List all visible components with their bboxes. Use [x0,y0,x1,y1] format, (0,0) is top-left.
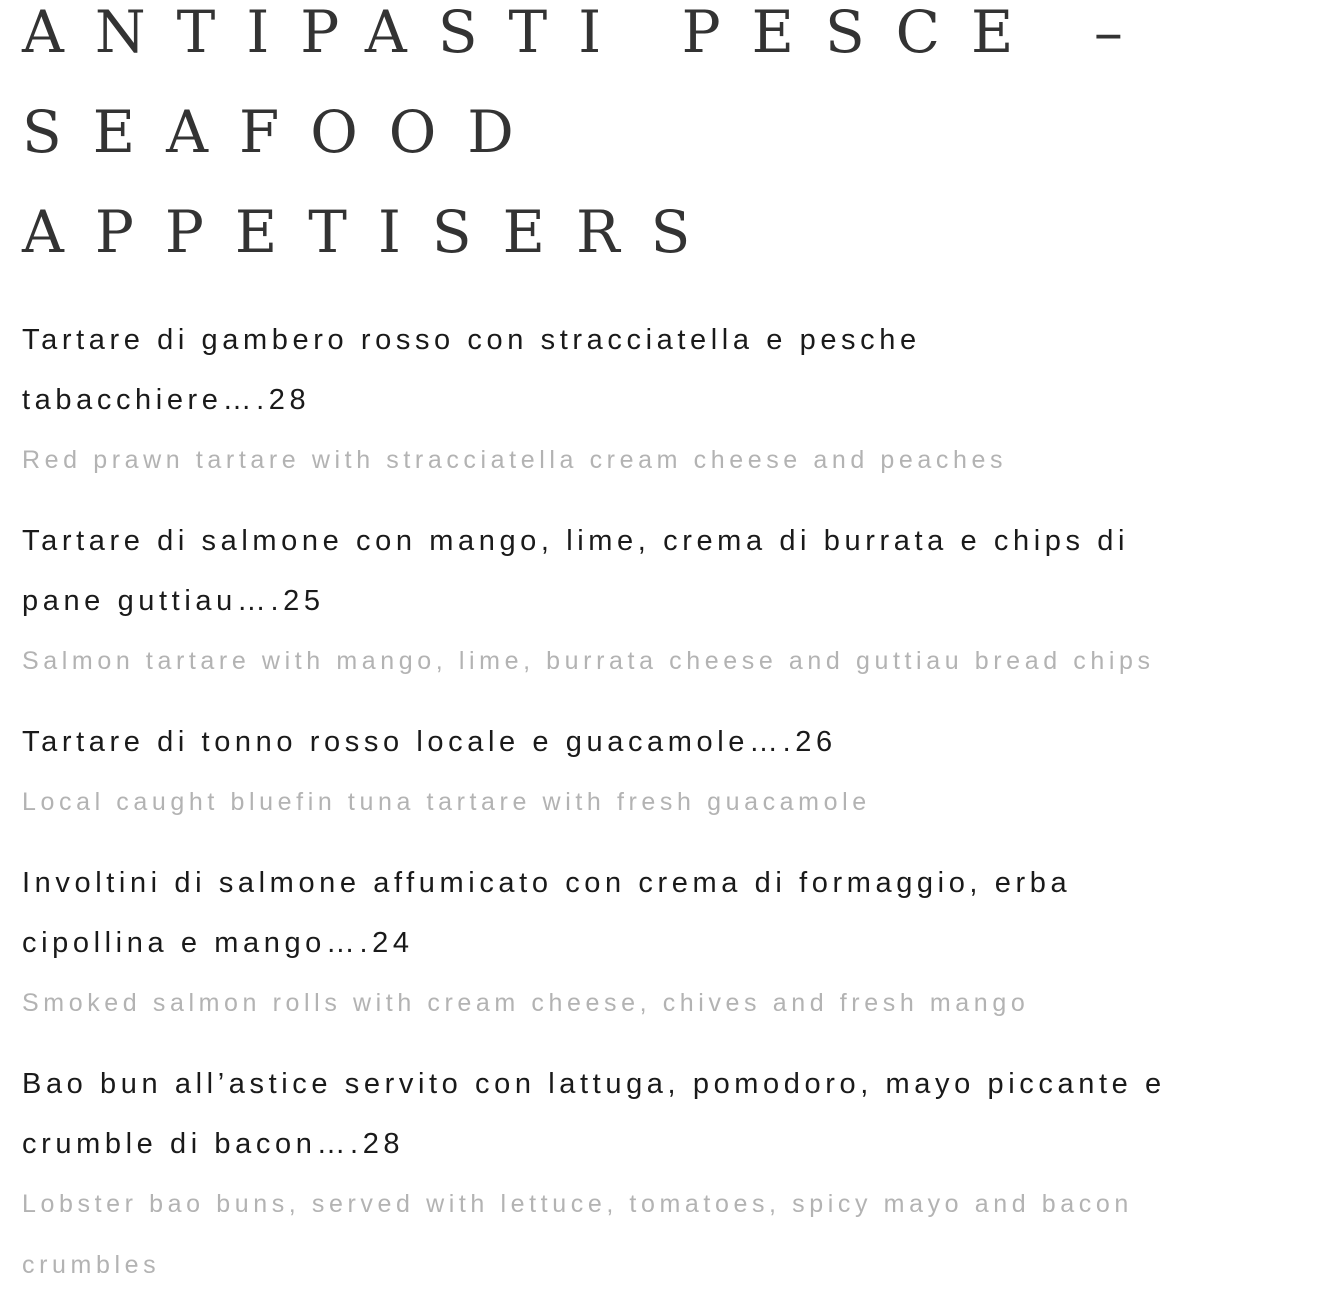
menu-page [22,0,1212,1316]
dish-name: Tartare di tonno rosso locale e guacamole….26 [22,726,837,758]
dish-description: Smoked salmon rolls with cream cheese, chives and fresh mango [22,989,1030,1017]
dish-name: Tartare di gambero rosso con stracciatella e pesche tabacchiere….28 [22,324,921,416]
menu-item [22,712,1212,833]
menu-item [22,853,1212,1034]
menu-item [22,1054,1182,1296]
dish-description: Salmon tartare with mango, lime, burrata cheese and guttiau bread chips [22,647,1155,675]
dish-description: Local caught bluefin tuna tartare with fresh guacamole [22,788,871,816]
dish-description: Red prawn tartare with stracciatella cream cheese and peaches [22,446,1008,474]
menu-item [22,511,1212,692]
menu-item [22,310,1032,491]
dish-name: Involtini di salmone affumicato con crema di formaggio, erba cipollina e mango….24 [22,867,1072,959]
menu-list [22,310,1212,1296]
dish-description: Lobster bao buns, served with lettuce, tomatoes, spicy mayo and bacon crumbles [22,1190,1133,1279]
dish-name: Tartare di salmone con mango, lime, crema di burrata e chips di pane guttiau….25 [22,525,1130,617]
dish-name: Bao bun all’astice servito con lattuga, pomodoro, mayo piccante e crumble di bacon….28 [22,1068,1166,1160]
section-title: ANTIPASTI PESCE – SEAFOOD APPETISERS [22,0,1154,266]
